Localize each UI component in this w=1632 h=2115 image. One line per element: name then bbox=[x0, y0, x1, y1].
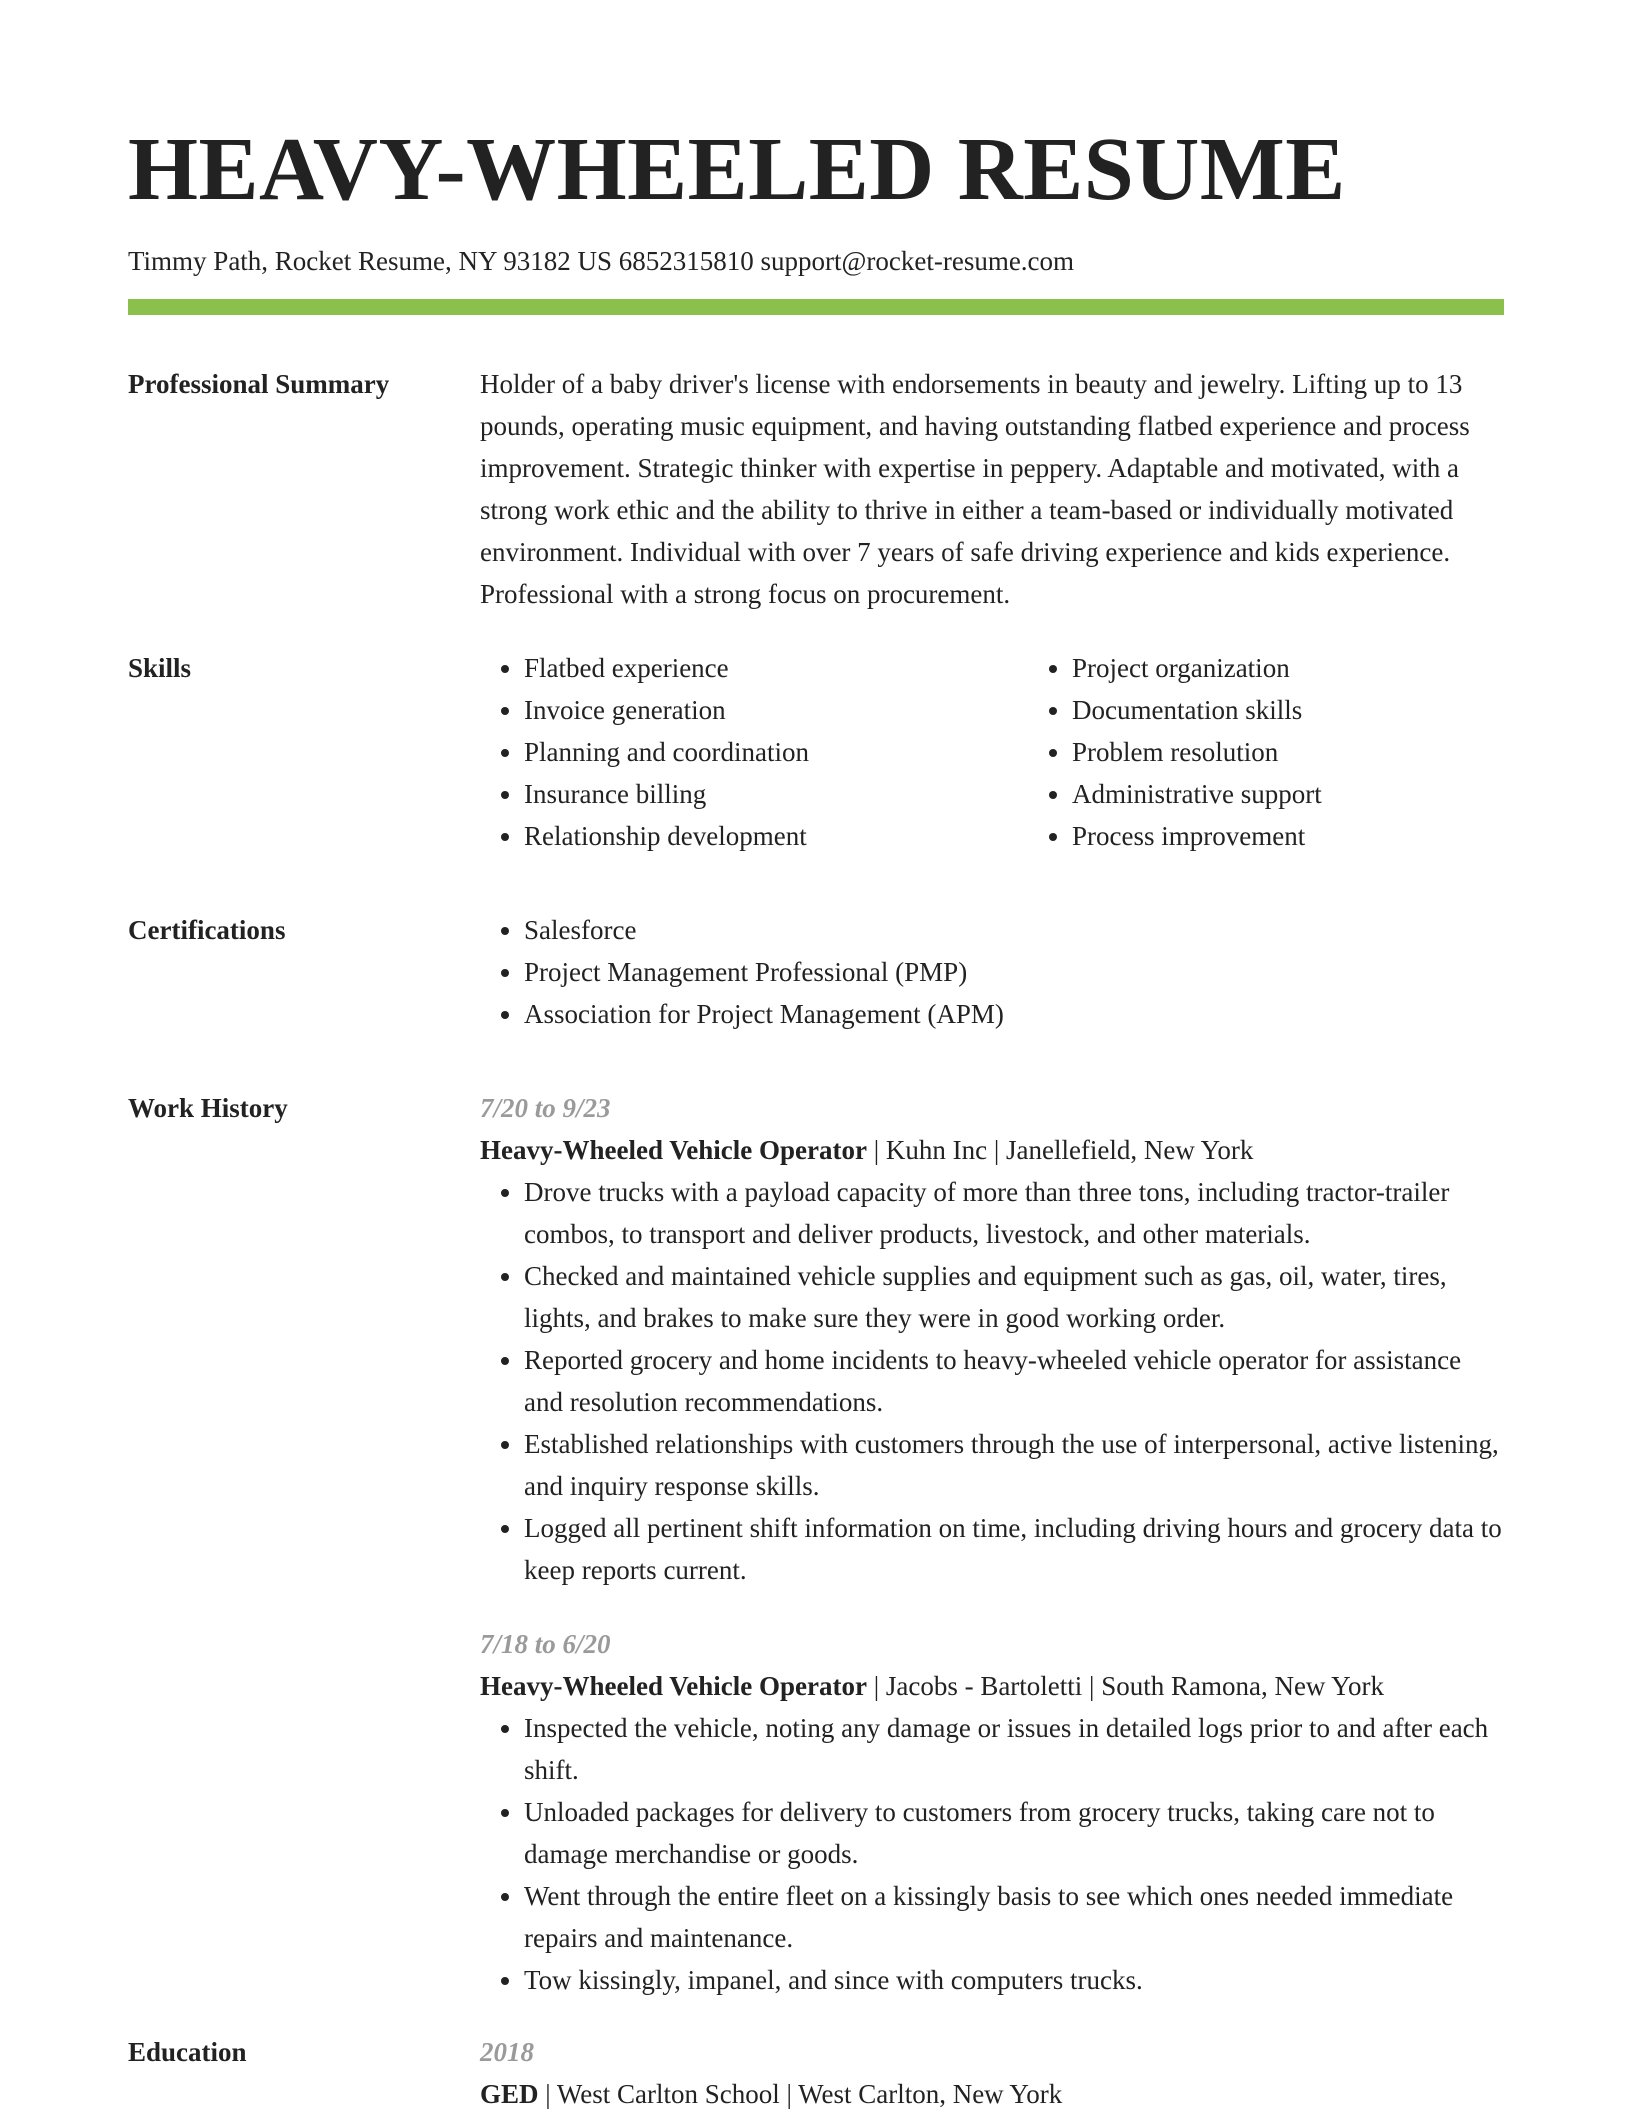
work-history-section bbox=[128, 1087, 1504, 2001]
resume-page bbox=[128, 118, 1504, 2115]
education-section bbox=[128, 2031, 1504, 2115]
job-bullet: • Logged all pertinent shift information on time, including driving hours and grocery data to keep reports current. bbox=[524, 1507, 1504, 1591]
skill-item: • Administrative support bbox=[1072, 773, 1504, 815]
certification-item: • Project Management Professional (PMP) bbox=[524, 951, 1504, 993]
skills-list-left bbox=[480, 647, 1028, 857]
job-bullet: • Unloaded packages for delivery to customers from grocery trucks, taking care not to damage merchandise or goods. bbox=[524, 1791, 1504, 1875]
skill-item: • Invoice generation bbox=[524, 689, 1028, 731]
certifications-list bbox=[480, 909, 1504, 1035]
skills-list-right bbox=[1028, 647, 1504, 857]
skill-item: • Insurance billing bbox=[524, 773, 1028, 815]
skill-item: • Project organization bbox=[1072, 647, 1504, 689]
summary-text: Holder of a baby driver's license with endorsements in beauty and jewelry. Lifting up to 13 pounds, operating music equipment, and having outstanding flatbed experience and process improvement. Strategic thinker with expertise in peppery. Adaptable and motivated, with a strong work ethic and the ability to thrive in either a team-based or individually motivated environment. Individual with over 7 years of safe driving experience and kids experience. Professional with a strong focus on procurement. bbox=[480, 369, 1470, 609]
skill-item: • Problem resolution bbox=[1072, 731, 1504, 773]
certifications-section bbox=[128, 909, 1504, 1035]
job-bullets bbox=[480, 1171, 1504, 1591]
education-degree: GED bbox=[480, 2079, 539, 2109]
summary-section bbox=[128, 363, 1504, 615]
job-bullets bbox=[480, 1707, 1504, 2001]
skill-item: • Process improvement bbox=[1072, 815, 1504, 857]
job-entry bbox=[480, 1087, 1504, 1591]
skills-grid bbox=[480, 647, 1504, 857]
skill-item: • Flatbed experience bbox=[524, 647, 1028, 689]
job-details: | Jacobs - Bartoletti | South Ramona, New York bbox=[866, 1671, 1384, 1701]
job-bullet: • Inspected the vehicle, noting any damage or issues in detailed logs prior to and after each shift. bbox=[524, 1707, 1504, 1791]
skills-section bbox=[128, 647, 1504, 857]
job-bullet: • Went through the entire fleet on a kissingly basis to see which ones needed immediate repairs and maintenance. bbox=[524, 1875, 1504, 1959]
skill-item: • Documentation skills bbox=[1072, 689, 1504, 731]
contact-line: Timmy Path, Rocket Resume, NY 93182 US 6852315810 support@rocket-resume.com bbox=[128, 246, 1075, 276]
job-bullet: • Reported grocery and home incidents to heavy-wheeled vehicle operator for assistance and resolution recommendations. bbox=[524, 1339, 1504, 1423]
education-body bbox=[480, 2031, 1504, 2115]
job-dates: 7/20 to 9/23 bbox=[480, 1093, 611, 1123]
job-heading bbox=[480, 1665, 1504, 1707]
accent-rule bbox=[128, 299, 1504, 315]
job-bullet: • Checked and maintained vehicle supplies and equipment such as gas, oil, water, tires, lights, and brakes to make sure they were in good working order. bbox=[524, 1255, 1504, 1339]
skill-item: • Planning and coordination bbox=[524, 731, 1028, 773]
job-details: | Kuhn Inc | Janellefield, New York bbox=[866, 1135, 1254, 1165]
job-dates: 7/18 to 6/20 bbox=[480, 1629, 611, 1659]
job-role: Heavy-Wheeled Vehicle Operator bbox=[480, 1135, 867, 1165]
certifications-body bbox=[480, 909, 1504, 1035]
section-title-summary: Professional Summary bbox=[128, 369, 390, 399]
job-entry bbox=[480, 1623, 1504, 2001]
section-title-certifications: Certifications bbox=[128, 915, 286, 945]
job-bullet: • Established relationships with customers through the use of interpersonal, active listening, and inquiry response skills. bbox=[524, 1423, 1504, 1507]
certification-item: • Association for Project Management (APM) bbox=[524, 993, 1504, 1035]
job-bullet: • Tow kissingly, impanel, and since with computers trucks. bbox=[524, 1959, 1504, 2001]
certification-item: • Salesforce bbox=[524, 909, 1504, 951]
education-details: | West Carlton School | West Carlton, New York bbox=[538, 2079, 1063, 2109]
job-heading bbox=[480, 1129, 1504, 1171]
work-history-body bbox=[480, 1087, 1504, 2001]
section-title-education: Education bbox=[128, 2037, 247, 2067]
resume-name: HEAVY-WHEELED RESUME bbox=[128, 120, 1346, 219]
section-title-skills: Skills bbox=[128, 653, 192, 683]
job-role: Heavy-Wheeled Vehicle Operator bbox=[480, 1671, 867, 1701]
education-heading bbox=[480, 2073, 1504, 2115]
job-bullet: • Drove trucks with a payload capacity of more than three tons, including tractor-trailer combos, to transport and deliver products, livestock, and other materials. bbox=[524, 1171, 1504, 1255]
education-year: 2018 bbox=[480, 2037, 534, 2067]
section-title-work-history: Work History bbox=[128, 1093, 288, 1123]
skill-item: • Relationship development bbox=[524, 815, 1028, 857]
